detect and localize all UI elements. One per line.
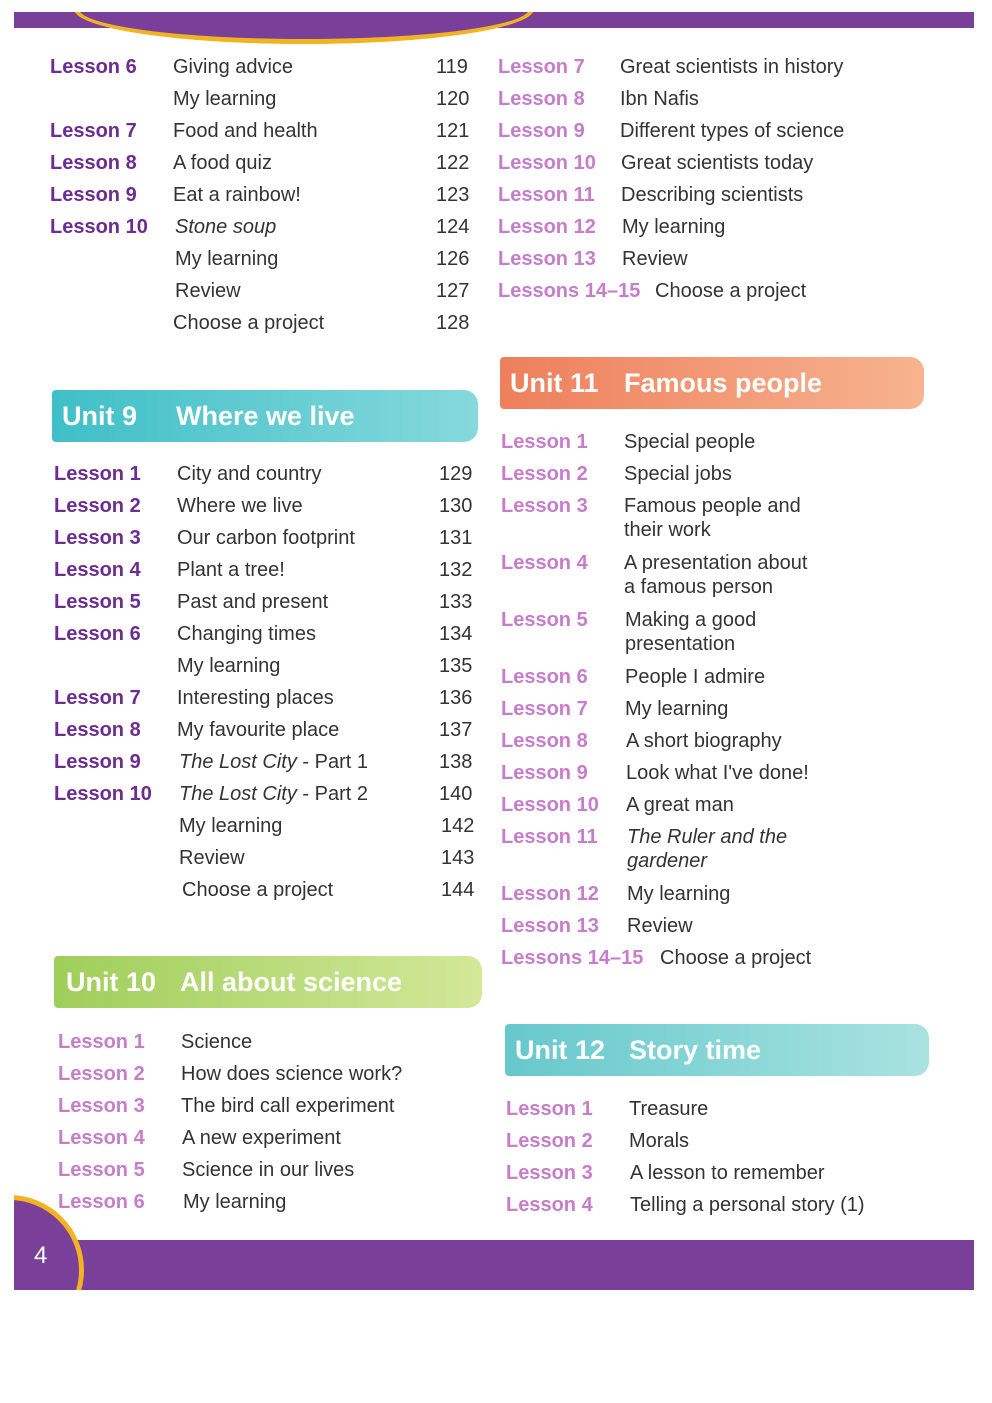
unit10-banner[interactable] xyxy=(54,956,482,1008)
unit11-banner[interactable] xyxy=(500,357,924,409)
bottom-band xyxy=(14,1240,974,1290)
unit9-banner[interactable] xyxy=(52,390,478,442)
page-number: 4 xyxy=(34,1242,48,1269)
unit9-title: Where we live xyxy=(176,401,355,431)
unit11-title: Famous people xyxy=(624,368,823,398)
contents-page: Lesson 6 Giving advice 119 My learning 120 Lesson 7 Food and health 121 Lesson 8 A food quiz 122 Lesson 9 Eat a rainbow! 123 Lesson 10 Stone soup 124 My learning 126 Review 127 Choose a project 128 Unit 9 Where we live Lesson 1 City and country 129 Lesson 2 Where we live 130 Lesson 3 Our carbon footprint 131 Lesson 4 Plant a tree! 132 Lesson 5 Past and present 133 Lesson 6 Changing times 134 My learning 135 Lesson 7 Interesting places 136 Lesson 8 My favourite place 137 Lesson 9 The Lost City - Part 1 138 Lesson 10 The Lost City - Part 2 140 My learning 142 Review 143 Choose a project 144 Unit 10 All about science Lesson 1 Science Lesson 2 How does science work? Lesson 3 The bird call experiment Lesson 4 A new experiment Lesson 5 Science in our lives Lesson 6 My learning Lesson 7 Great scientists in history Lesson 8 Ibn Nafis Lesson 9 Different types of science Lesson 10 Great scientists today Lesson 11 Describing scientists Lesson 12 My learning Lesson 13 Review Lessons 14–15 Choose a project Unit 11 Famous people Lesson 1 Special people Lesson 2 Special jobs Lesson 3 Famous people and their work Lesson 4 A presentation about a famous person Lesson 5 Making a good presentation Lesson 6 People I admire Lesson 7 My learning Lesson 8 A short biography Lesson 9 Look what I've done! Lesson 10 A great man Lesson 11 The Ruler and the gardener Lesson 12 My learning Lesson 13 Review Lessons 14–15 Choose a project Unit 12 Story time Lesson 1 Treasure Lesson 2 Morals Lesson 3 A lesson to remember Lesson 4 Telling a personal story (1) 4 xyxy=(14,12,974,1290)
unit10-number: Unit 10 xyxy=(66,967,157,997)
top-arc-decoration xyxy=(74,12,534,44)
unit12-title: Story time xyxy=(629,1035,762,1065)
unit9-number: Unit 9 xyxy=(62,401,138,431)
unit12-banner[interactable] xyxy=(505,1024,929,1076)
unit12-number: Unit 12 xyxy=(515,1035,606,1065)
unit10-title: All about science xyxy=(180,967,403,997)
unit11-number: Unit 11 xyxy=(510,368,599,398)
